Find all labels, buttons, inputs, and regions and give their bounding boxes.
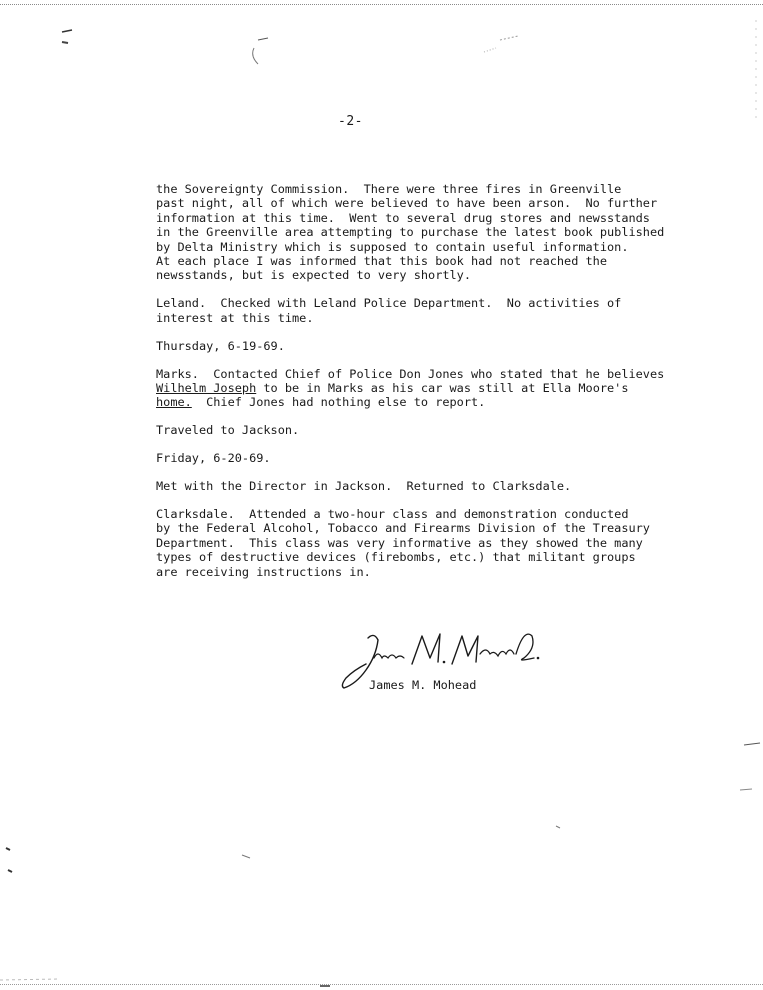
bottom-edge-line [0, 984, 763, 985]
text-line: past night, all of which were believed to have been arson. No further [156, 196, 658, 211]
underlined-name: Wilhelm Joseph [156, 380, 257, 395]
paragraph-director [156, 479, 696, 493]
text-line: At each place I was informed that this book had not reached the [156, 254, 608, 269]
text-line: Leland. Checked with Leland Police Department. No activities of [156, 296, 622, 311]
text-line: newsstands, but is expected to very shortly. [156, 268, 471, 283]
paragraph-greenville [156, 182, 696, 283]
text-segment: Chief Jones had nothing else to report. [191, 395, 486, 410]
report-body [156, 182, 696, 593]
text-line: information at this time. Went to several drug stores and newsstands [156, 210, 650, 225]
text-line: types of destructive devices (firebombs, etc.) that militant groups [156, 550, 636, 565]
text-line: Department. This class was very informative as they showed the many [156, 535, 643, 550]
paragraph-clarksdale [156, 507, 696, 579]
text-line: in the Greenville area attempting to purchase the latest book published [156, 225, 665, 240]
text-line: Marks. Contacted Chief of Police Don Jones who stated that he believes [156, 366, 665, 381]
text-line [156, 381, 696, 395]
text-line: Friday, 6-20-69. [156, 451, 271, 466]
text-line: Traveled to Jackson. [156, 423, 300, 438]
text-line: interest at this time. [156, 310, 314, 325]
date-heading-friday [156, 451, 696, 465]
date-heading-thursday [156, 339, 696, 353]
text-segment: to be in Marks as his car was still at Ella Moore's [256, 380, 629, 395]
paragraph-marks [156, 367, 696, 410]
text-line: by the Federal Alcohol, Tobacco and Firearms Division of the Treasury [156, 521, 650, 536]
paragraph-traveled [156, 423, 696, 437]
text-line: Met with the Director in Jackson. Returned to Clarksdale. [156, 479, 572, 494]
text-line [156, 395, 696, 409]
text-line: Clarksdale. Attended a two-hour class and demonstration conducted [156, 507, 629, 521]
text-line: by Delta Ministry which is supposed to contain useful information. [156, 239, 629, 254]
text-line: are receiving instructions in. [156, 564, 371, 579]
paragraph-leland [156, 296, 696, 325]
typed-signature-name: James M. Mohead [369, 678, 477, 692]
page-number: -2- [338, 114, 363, 129]
text-line: Thursday, 6-19-69. [156, 338, 285, 353]
underlined-word: home. [156, 395, 192, 410]
text-line: the Sovereignty Commission. There were three fires in Greenville [156, 182, 622, 196]
